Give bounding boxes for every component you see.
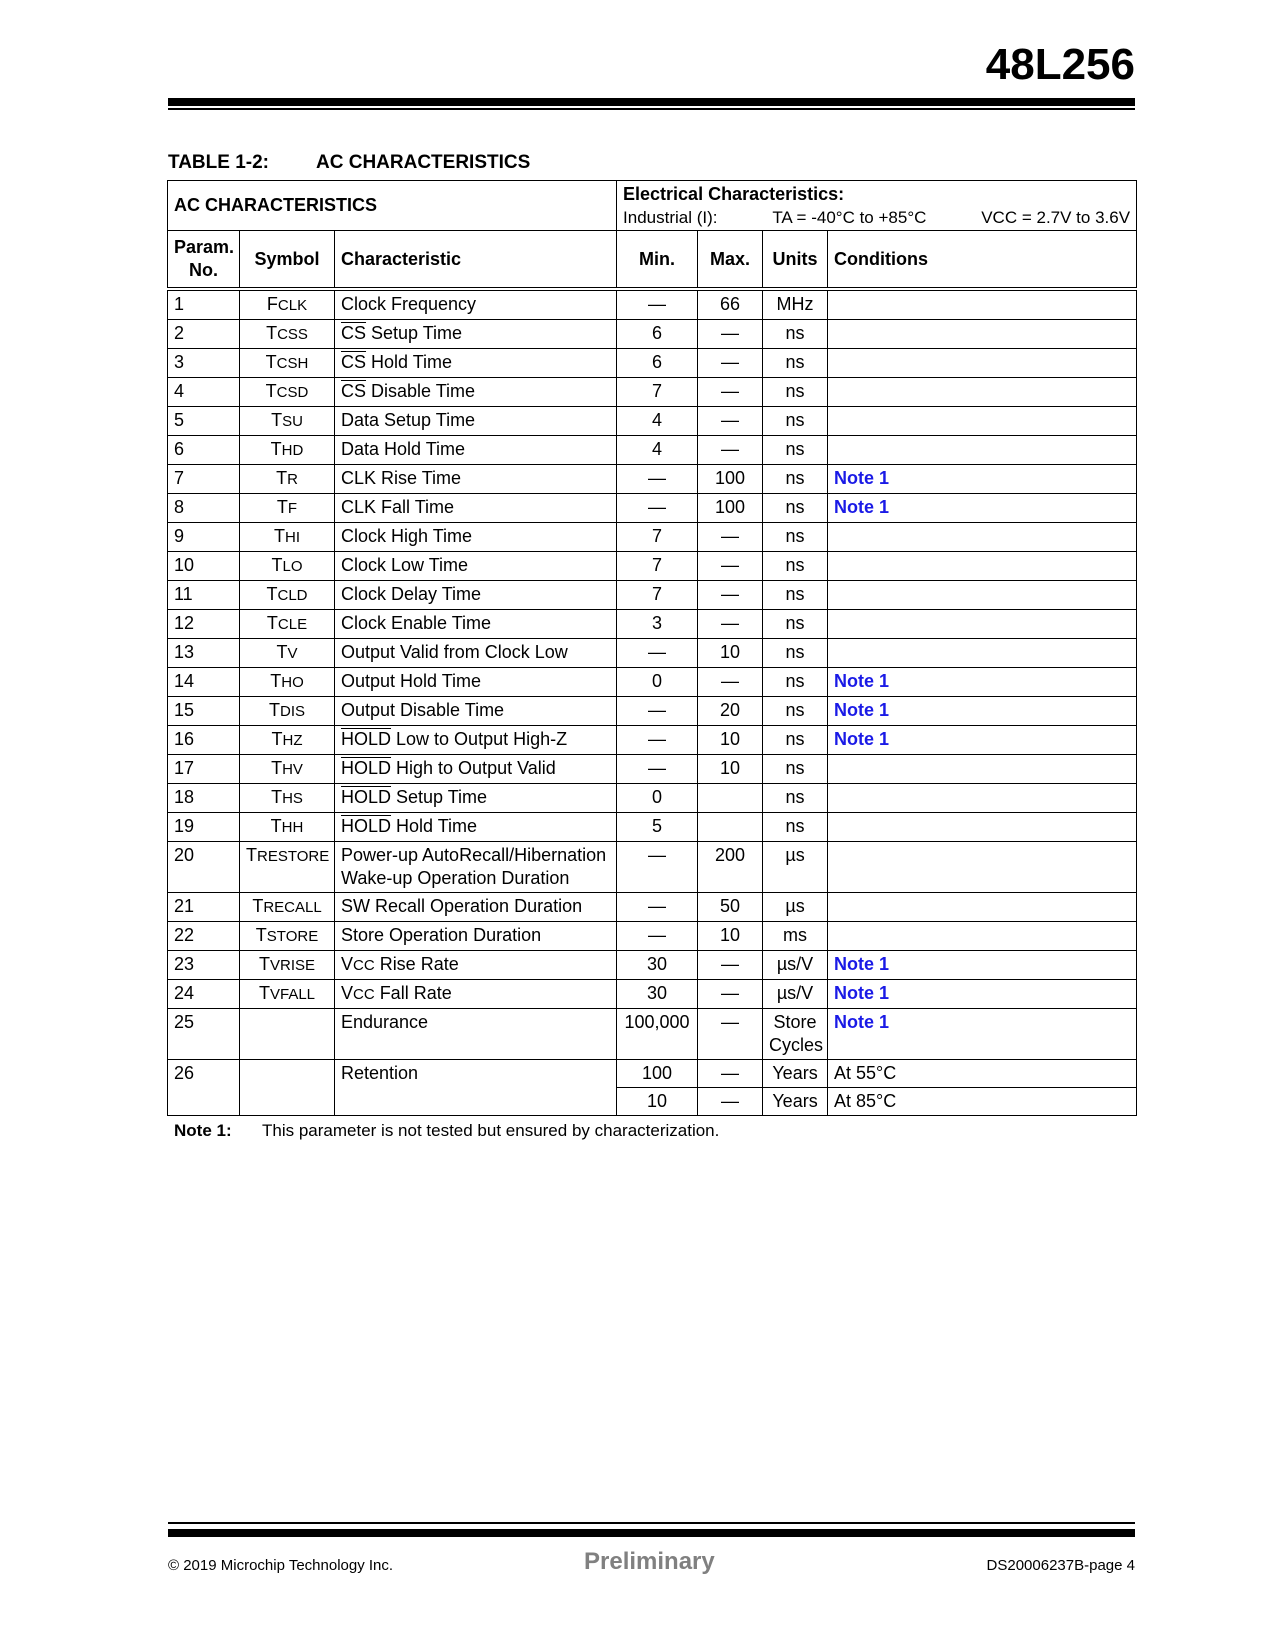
min-value: — [617,755,698,784]
units: ns [763,697,828,726]
min-value: — [617,465,698,494]
min-value: 6 [617,320,698,349]
units: ns [763,581,828,610]
param-no: 15 [168,697,240,726]
param-no: 18 [168,784,240,813]
characteristic: Retention [335,1060,617,1116]
max-value: — [698,407,763,436]
symbol: FCLK [240,289,335,320]
param-no: 17 [168,755,240,784]
max-value: — [698,552,763,581]
characteristic: HOLD Hold Time [335,813,617,842]
top-left-header: AC CHARACTERISTICS [168,181,617,231]
units: MHz [763,289,828,320]
conditions [828,922,1137,951]
conditions: At 55°C [828,1060,1137,1088]
symbol: TCSD [240,378,335,407]
max-value: 10 [698,755,763,784]
electrical-characteristics [617,181,1137,231]
vcc-symbol: VCC [341,954,375,974]
max-value: — [698,610,763,639]
min-value: 7 [617,581,698,610]
table-row [168,494,1137,523]
units: ns [763,610,828,639]
conditions [828,610,1137,639]
col-symbol: Symbol [240,231,335,290]
min-value: 7 [617,523,698,552]
table-row [168,552,1137,581]
min-value: 0 [617,668,698,697]
conditions [828,320,1137,349]
symbol: TCSS [240,320,335,349]
footer-rule-thick [168,1529,1135,1537]
units: ms [763,922,828,951]
max-value: 10 [698,639,763,668]
units: Years [763,1088,828,1116]
table-row [168,784,1137,813]
param-no: 14 [168,668,240,697]
characteristic: Power-up AutoRecall/Hibernation Wake-up Operation Duration [335,842,617,893]
symbol [240,1060,335,1116]
table-row [168,289,1137,320]
max-value: — [698,436,763,465]
symbol: THZ [240,726,335,755]
param-no: 5 [168,407,240,436]
conditions[interactable]: Note 1 [828,494,1137,523]
param-no: 16 [168,726,240,755]
param-no: 3 [168,349,240,378]
units: ns [763,436,828,465]
col-conditions: Conditions [828,231,1137,290]
ac-characteristics-table [167,180,1137,1116]
min-value: — [617,842,698,893]
table-row [168,980,1137,1009]
symbol: TDIS [240,697,335,726]
max-value: 10 [698,726,763,755]
conditions [828,349,1137,378]
characteristic: HOLD High to Output Valid [335,755,617,784]
ec-title: Electrical Characteristics: [623,183,845,204]
param-no: 9 [168,523,240,552]
max-value: — [698,951,763,980]
min-value: — [617,893,698,922]
conditions[interactable]: Note 1 [828,1009,1137,1060]
characteristic: HOLD Setup Time [335,784,617,813]
table-title [168,152,530,174]
ec-ta: TA = -40°C to +85°C [772,207,927,227]
min-value: 5 [617,813,698,842]
table-title-text: AC CHARACTERISTICS [316,152,531,173]
symbol: THV [240,755,335,784]
characteristic: Output Valid from Clock Low [335,639,617,668]
max-value: 10 [698,922,763,951]
col-units: Units [763,231,828,290]
conditions [828,784,1137,813]
max-value: — [698,1009,763,1060]
units: µs/V [763,980,828,1009]
max-value: — [698,1088,763,1116]
table-row [168,922,1137,951]
min-value: 30 [617,980,698,1009]
min-value: 4 [617,407,698,436]
param-no: 7 [168,465,240,494]
min-value: 100 [617,1060,698,1088]
table-row [168,407,1137,436]
param-no: 20 [168,842,240,893]
table-row [168,1009,1137,1060]
table-row [168,581,1137,610]
table-row [168,523,1137,552]
table-row [168,465,1137,494]
max-value: 66 [698,289,763,320]
characteristic: CLK Fall Time [335,494,617,523]
ec-industrial: Industrial (I): [623,207,718,227]
symbol: THH [240,813,335,842]
units: ns [763,813,828,842]
symbol: TVRISE [240,951,335,980]
table-row [168,697,1137,726]
min-value: 30 [617,951,698,980]
min-value: — [617,726,698,755]
units: ns [763,552,828,581]
characteristic: Clock High Time [335,523,617,552]
min-value: — [617,697,698,726]
col-characteristic: Characteristic [335,231,617,290]
table-row [168,893,1137,922]
conditions [828,552,1137,581]
param-no: 12 [168,610,240,639]
table-row [168,842,1137,893]
param-no: 4 [168,378,240,407]
characteristic: HOLD Low to Output High-Z [335,726,617,755]
min-value: — [617,494,698,523]
table-row [168,755,1137,784]
symbol: TRESTORE [240,842,335,893]
units: µs [763,842,828,893]
conditions [828,378,1137,407]
symbol: TV [240,639,335,668]
units: ns [763,668,828,697]
table-row [168,668,1137,697]
characteristic: Clock Delay Time [335,581,617,610]
units: ns [763,755,828,784]
param-no: 1 [168,289,240,320]
param-no: 21 [168,893,240,922]
table-row [168,951,1137,980]
characteristic: Output Disable Time [335,697,617,726]
characteristic: SW Recall Operation Duration [335,893,617,922]
column-header-row [168,231,1137,290]
conditions [828,842,1137,893]
conditions: At 85°C [828,1088,1137,1116]
max-value: — [698,1060,763,1088]
symbol: TCLD [240,581,335,610]
symbol: THO [240,668,335,697]
max-value [698,784,763,813]
symbol: THI [240,523,335,552]
min-value: 10 [617,1088,698,1116]
symbol: TSTORE [240,922,335,951]
table-label: TABLE 1-2: [168,152,269,173]
conditions[interactable]: Note 1 [828,951,1137,980]
units: ns [763,784,828,813]
symbol: TLO [240,552,335,581]
units: Years [763,1060,828,1088]
conditions [828,813,1137,842]
conditions [828,523,1137,552]
footnote [174,1121,719,1141]
conditions[interactable]: Note 1 [828,465,1137,494]
characteristic: Clock Frequency [335,289,617,320]
param-no: 10 [168,552,240,581]
conditions[interactable]: Note 1 [828,668,1137,697]
max-value: 50 [698,893,763,922]
max-value: — [698,523,763,552]
min-value: 7 [617,378,698,407]
table-row [168,349,1137,378]
param-no: 8 [168,494,240,523]
max-value: — [698,581,763,610]
conditions [828,639,1137,668]
table-row [168,1060,1137,1088]
param-no: 25 [168,1009,240,1060]
min-value: 7 [617,552,698,581]
symbol: TRECALL [240,893,335,922]
header-rule-thin [168,108,1135,110]
conditions [828,436,1137,465]
conditions [828,581,1137,610]
characteristic: Store Operation Duration [335,922,617,951]
characteristic: VCC Fall Rate [335,980,617,1009]
symbol: TCLE [240,610,335,639]
max-value: — [698,980,763,1009]
min-value: 100,000 [617,1009,698,1060]
max-value: — [698,378,763,407]
symbol: TSU [240,407,335,436]
units: ns [763,349,828,378]
min-value: 0 [617,784,698,813]
characteristic: Clock Low Time [335,552,617,581]
param-no: 13 [168,639,240,668]
characteristic: Clock Enable Time [335,610,617,639]
characteristic: Data Hold Time [335,436,617,465]
footnote-text: This parameter is not tested but ensured by characterization. [262,1121,720,1140]
units: Store Cycles [763,1009,828,1060]
table-row [168,378,1137,407]
characteristic: Data Setup Time [335,407,617,436]
characteristic: $\overline{CS}$ Disable Time [335,378,617,407]
symbol: TVFALL [240,980,335,1009]
table-top-header [168,181,1137,231]
units: ns [763,639,828,668]
symbol: THS [240,784,335,813]
table-row [168,639,1137,668]
param-no: 24 [168,980,240,1009]
units: ns [763,726,828,755]
conditions[interactable]: Note 1 [828,980,1137,1009]
units: ns [763,523,828,552]
table-row [168,813,1137,842]
max-value: 100 [698,465,763,494]
max-value: — [698,349,763,378]
units: ns [763,494,828,523]
max-value [698,813,763,842]
table-row [168,610,1137,639]
max-value: 100 [698,494,763,523]
doc-number: DS20006237B-page 4 [986,1557,1135,1574]
table-row [168,436,1137,465]
min-value: — [617,922,698,951]
symbol [240,1009,335,1060]
characteristic: Output Hold Time [335,668,617,697]
symbol: TCSH [240,349,335,378]
max-value: — [698,320,763,349]
min-value: 6 [617,349,698,378]
max-value: — [698,668,763,697]
table-row [168,320,1137,349]
min-value: 4 [617,436,698,465]
characteristic: $\overline{CS}$ Hold Time [335,349,617,378]
units: ns [763,378,828,407]
col-min: Min. [617,231,698,290]
vcc-symbol: VCC [341,983,375,1003]
part-number: 48L256 [985,40,1135,89]
footnote-label: Note 1: [174,1121,232,1140]
param-no: 11 [168,581,240,610]
units: ns [763,320,828,349]
characteristic: CLK Rise Time [335,465,617,494]
copyright: © 2019 Microchip Technology Inc. [168,1557,394,1574]
symbol: THD [240,436,335,465]
conditions[interactable]: Note 1 [828,726,1137,755]
col-param: Param. No. [168,231,240,290]
symbol: TF [240,494,335,523]
units: µs [763,893,828,922]
param-no: 6 [168,436,240,465]
footer-rule-thin [168,1522,1135,1524]
conditions [828,755,1137,784]
min-value: 3 [617,610,698,639]
max-value: 200 [698,842,763,893]
max-value: 20 [698,697,763,726]
col-max: Max. [698,231,763,290]
param-no: 2 [168,320,240,349]
characteristic: VCC Rise Rate [335,951,617,980]
characteristic: $\overline{CS}$ Setup Time [335,320,617,349]
param-no: 22 [168,922,240,951]
header-rule-thick [168,98,1135,106]
param-no: 19 [168,813,240,842]
min-value: — [617,289,698,320]
preliminary-label: Preliminary [584,1548,715,1575]
param-no: 26 [168,1060,240,1116]
units: ns [763,465,828,494]
symbol: TR [240,465,335,494]
units: ns [763,407,828,436]
conditions [828,893,1137,922]
table-row [168,726,1137,755]
param-no: 23 [168,951,240,980]
min-value: — [617,639,698,668]
ec-vcc: VCC = 2.7V to 3.6V [981,207,1131,227]
units: µs/V [763,951,828,980]
conditions [828,407,1137,436]
conditions [828,289,1137,320]
conditions[interactable]: Note 1 [828,697,1137,726]
characteristic: Endurance [335,1009,617,1060]
